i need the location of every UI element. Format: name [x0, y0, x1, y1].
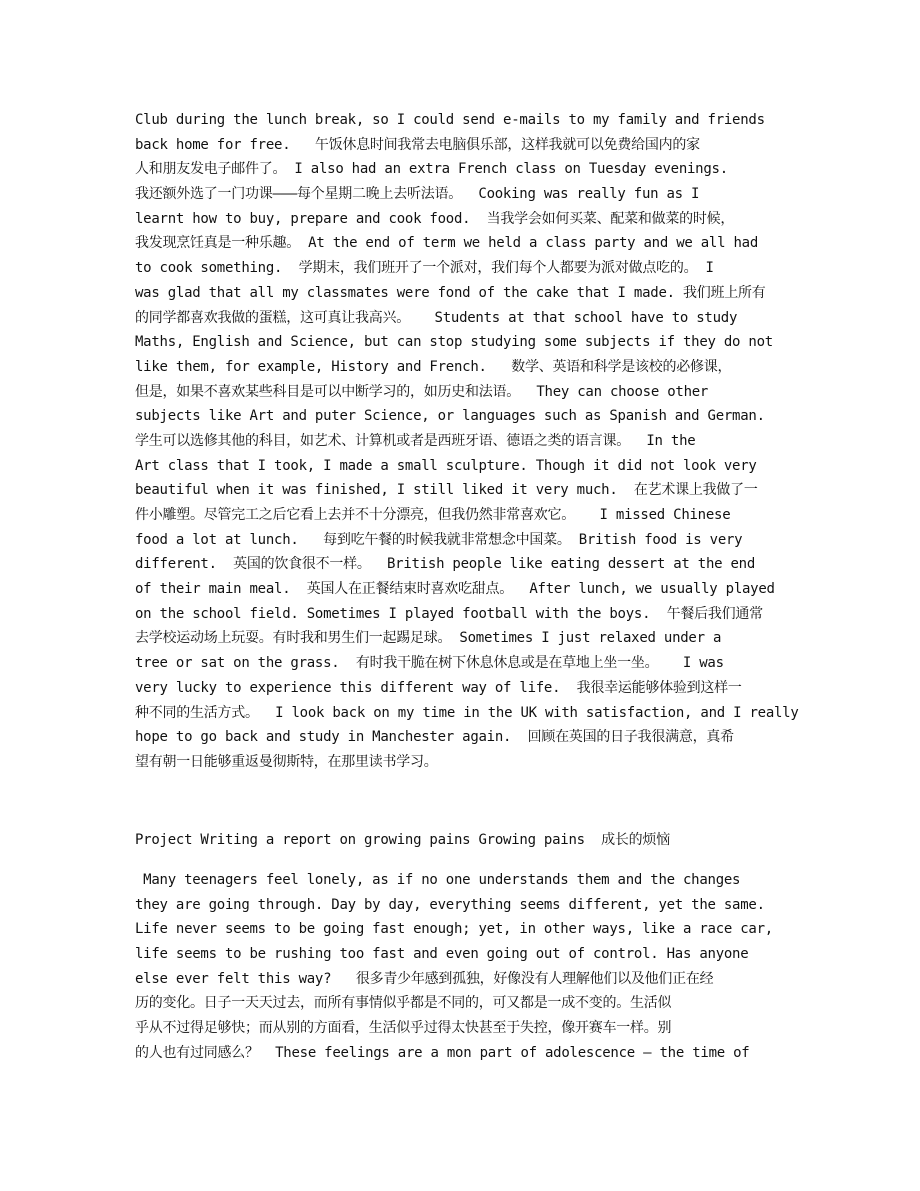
text-line: like them, for example, History and French. 数学、英语和科学是该校的必修课， [135, 358, 732, 375]
text-line: 乎从不过得足够快；而从别的方面看，生活似乎过得太快甚至于失控，像开赛车一样。别 [135, 1020, 672, 1037]
text-line: 我还额外选了一门功课———每个星期二晚上去听法语。 Cooking was really fun as I [135, 186, 700, 203]
text-line: tree or sat on the grass. 有时我干脆在树下休息休息或是在草地上坐一坐。 I was [135, 655, 724, 672]
text-line: Club during the lunch break, so I could send e-mails to my family and friends [135, 112, 765, 128]
text-line: was glad that all my classmates were fond of the cake that I made. 我们班上所有 [135, 284, 766, 301]
text-line: 历的变化。日子一天天过去，而所有事情似乎都是不同的，可又都是一成不变的。生活似 [135, 995, 672, 1012]
text-line: Life never seems to be going fast enough; yet, in other ways, like a race car, [135, 921, 773, 938]
text-line: 学生可以选修其他的科目，如艺术、计算机或者是西班牙语、德语之类的语言课。 In the [135, 432, 696, 449]
text-line: 种不同的生活方式。 I look back on my time in the UK with satisfaction, and I really [135, 704, 799, 721]
text-line: on the school field. Sometimes I played football with the boys. 午餐后我们通常 [135, 605, 763, 622]
text-line: of their main meal. 英国人在正餐结束时喜欢吃甜点。 After lunch, we usually played [135, 581, 775, 598]
growing-pains-paragraph [135, 868, 773, 1066]
text-line: very lucky to experience this different way of life. 我很幸运能够体验到这样一 [135, 679, 742, 696]
text-line: 但是，如果不喜欢某些科目是可以中断学习的，如历史和法语。 They can choose other [135, 383, 709, 400]
text-line: beautiful when it was finished, I still liked it very much. 在艺术课上我做了一 [135, 482, 758, 499]
uk-experience-paragraph [135, 108, 799, 775]
text-line: hope to go back and study in Manchester again. 回顾在英国的日子我很满意，真希 [135, 729, 734, 746]
heading-text: Project Writing a report on growing pains Growing pains 成长的烦恼 [135, 832, 670, 848]
text-line: Maths, English and Science, but can stop studying some subjects if they do not [135, 334, 773, 351]
text-line: 望有朝一日能够重返曼彻斯特，在那里读书学习。 [135, 753, 438, 770]
text-line: learnt how to buy, prepare and cook food. 当我学会如何买菜、配菜和做菜的时候， [135, 210, 735, 227]
text-line: 的人也有过同感么？ These feelings are a mon part of adolescence – the time of [135, 1044, 750, 1061]
text-line: they are going through. Day by day, everything seems different, yet the same. [135, 896, 765, 913]
text-line: 去学校运动场上玩耍。有时我和男生们一起踢足球。 Sometimes I just relaxed under a [135, 630, 722, 647]
text-line: life seems to be rushing too fast and even going out of control. Has anyone [135, 946, 749, 963]
text-line: food a lot at lunch. 每到吃午餐的时候我就非常想念中国菜。 British food is very [135, 531, 743, 548]
text-line: different. 英国的饮食很不一样。 British people like eating dessert at the end [135, 556, 756, 573]
text-line: subjects like Art and puter Science, or languages such as Spanish and German. [135, 408, 765, 425]
text-line: else ever felt this way? 很多青少年感到孤独，好像没有人理解他们以及他们正在经 [135, 970, 714, 987]
text-line: Art class that I took, I made a small sculpture. Though it did not look very [135, 457, 757, 474]
text-line: 件小雕塑。尽管完工之后它看上去并不十分漂亮，但我仍然非常喜欢它。 I missed Chinese [135, 507, 731, 523]
text-line: Many teenagers feel lonely, as if no one understands them and the changes [135, 872, 741, 888]
section-heading [135, 828, 670, 853]
text-line: to cook something. 学期末，我们班开了一个派对，我们每个人都要为派对做点吃的。 I [135, 260, 714, 277]
text-line: back home for free. 午饭休息时间我常去电脑俱乐部，这样我就可以免费给国内的家 [135, 136, 700, 153]
text-line: 人和朋友发电子邮件了。 I also had an extra French class on Tuesday evenings. [135, 161, 728, 178]
text-line: 的同学都喜欢我做的蛋糕，这可真让我高兴。 Students at that school have to study [135, 309, 738, 326]
text-line: 我发现烹饪真是一种乐趣。 At the end of term we held a class party and we all had [135, 235, 759, 252]
